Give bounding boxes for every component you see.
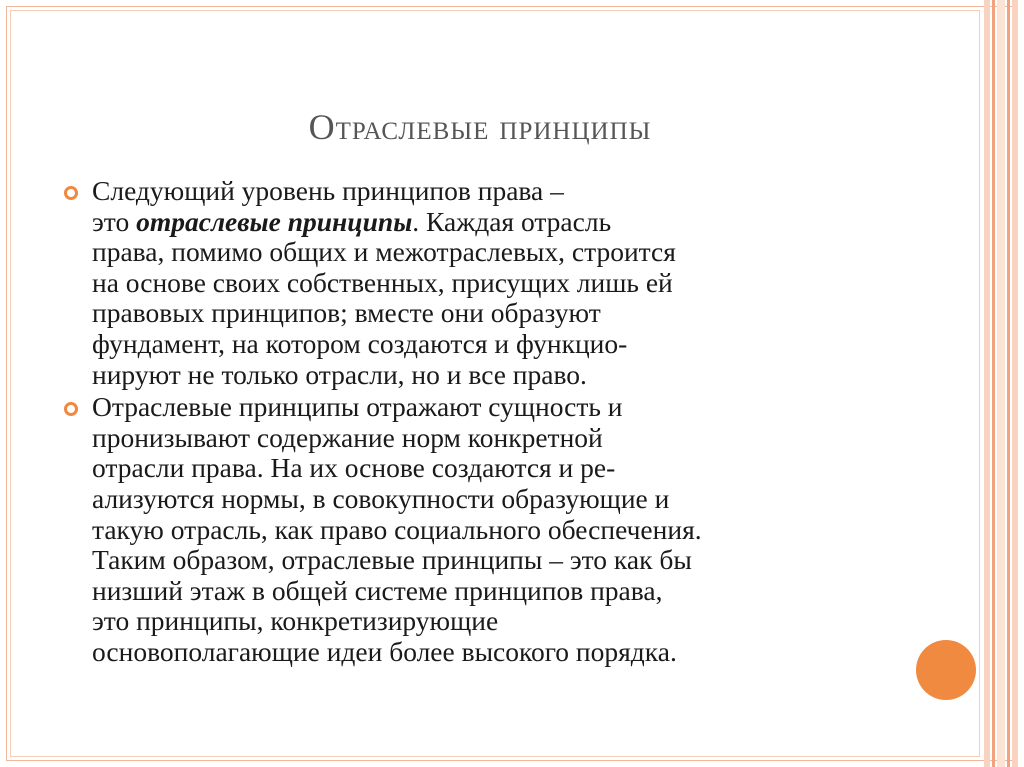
bullet-item-1: [62, 176, 892, 390]
bullet-item-2: [62, 392, 892, 667]
circle-bullet-icon: [64, 402, 78, 416]
bullet-1-lead: Следующий уровень принципов права – это: [92, 175, 564, 237]
decorative-stripe: [1007, 0, 1010, 767]
decorative-stripe: [992, 0, 995, 767]
orange-circle-decoration: [916, 640, 976, 700]
slide-body: [62, 176, 892, 670]
bullet-1-emphasis: отраслевые принципы: [136, 205, 413, 237]
bullet-1-rest: . Каждая отрасль права, помимо общих и межотраслевых, строится на основе своих собственных, присущих лишь ей правовых принципов; вместе они образуют фундамент, на котором создаются и функцио- нируют не только отрасли, но и все право.: [92, 205, 676, 390]
decorative-stripe: [997, 0, 1005, 767]
circle-bullet-icon: [64, 186, 78, 200]
slide-title: Отраслевые принципы: [308, 107, 652, 147]
bullet-text-2: Отраслевые принципы отражают сущность и пронизывают содержание норм конкретной отрасли права. На их основе создаются и ре- ализуются нормы, в совокупности образующие и такую отрасль, как право социального обеспечения. Таким образом, отраслевые принципы – это как бы низший этаж в общей системе принципов права, это принципы, конкретизирующие основополагающие идеи более высокого порядка.: [92, 391, 702, 667]
bullet-text-1: [92, 176, 892, 390]
decorative-stripe: [984, 0, 990, 767]
decorative-stripe: [1012, 0, 1018, 767]
